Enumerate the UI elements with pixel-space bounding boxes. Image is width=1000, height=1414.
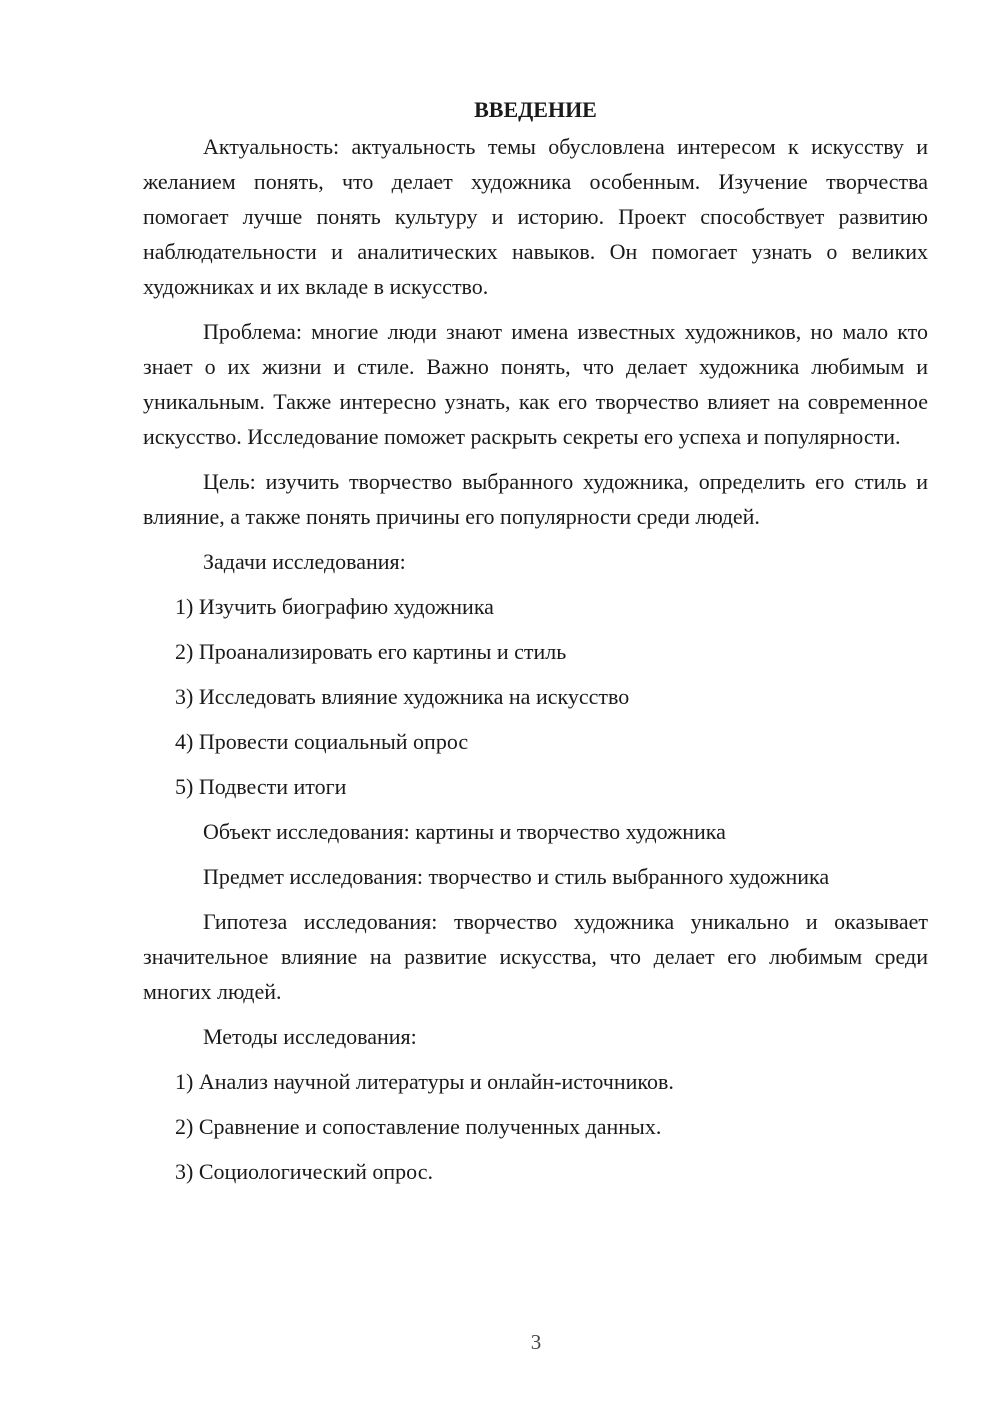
problem-paragraph: Проблема: многие люди знают имена известных художников, но мало кто знает о их жизни и стиле. Важно понять, что делает художника любимым и уникальным. Также интересно узнать, как его творчество влияет на современное искусство. Исследование поможет раскрыть секреты его успеха и популярности. (143, 319, 928, 449)
list-item: 3) Социологический опрос. (175, 1159, 433, 1184)
hypothesis-paragraph: Гипотеза исследования: творчество художника уникально и оказывает значительное влияние на развитие искусства, что делает его любимым среди многих людей. (143, 909, 928, 1004)
subject-line: Предмет исследования: творчество и стиль выбранного художника (203, 864, 830, 889)
relevance-paragraph: Актуальность: актуальность темы обусловлена интересом к искусству и желанием понять, что делает художника особенным. Изучение творчества помогает лучше понять культуру и историю. Проект способствует развитию наблюдательности и аналитических навыков. Он помогает узнать о великих художниках и их вкладе в искусство. (143, 134, 928, 299)
list-item: 3) Исследовать влияние художника на искусство (175, 684, 630, 709)
list-item: 2) Сравнение и сопоставление полученных данных. (175, 1114, 662, 1139)
page-number: 3 (530, 1330, 542, 1354)
object-line: Объект исследования: картины и творчество художника (203, 819, 726, 844)
methods-heading: Методы исследования: (203, 1024, 417, 1049)
list-item: 4) Провести социальный опрос (175, 729, 469, 754)
list-item: 5) Подвести итоги (175, 774, 347, 799)
tasks-heading: Задачи исследования: (203, 549, 406, 574)
page-title: ВВЕДЕНИЕ (474, 97, 597, 122)
goal-paragraph: Цель: изучить творчество выбранного художника, определить его стиль и влияние, а также понять причины его популярности среди людей. (143, 469, 928, 529)
list-item: 1) Анализ научной литературы и онлайн-источников. (175, 1069, 674, 1094)
document-page (143, 92, 928, 1199)
list-item: 2) Проанализировать его картины и стиль (175, 639, 567, 664)
list-item: 1) Изучить биографию художника (175, 594, 494, 619)
